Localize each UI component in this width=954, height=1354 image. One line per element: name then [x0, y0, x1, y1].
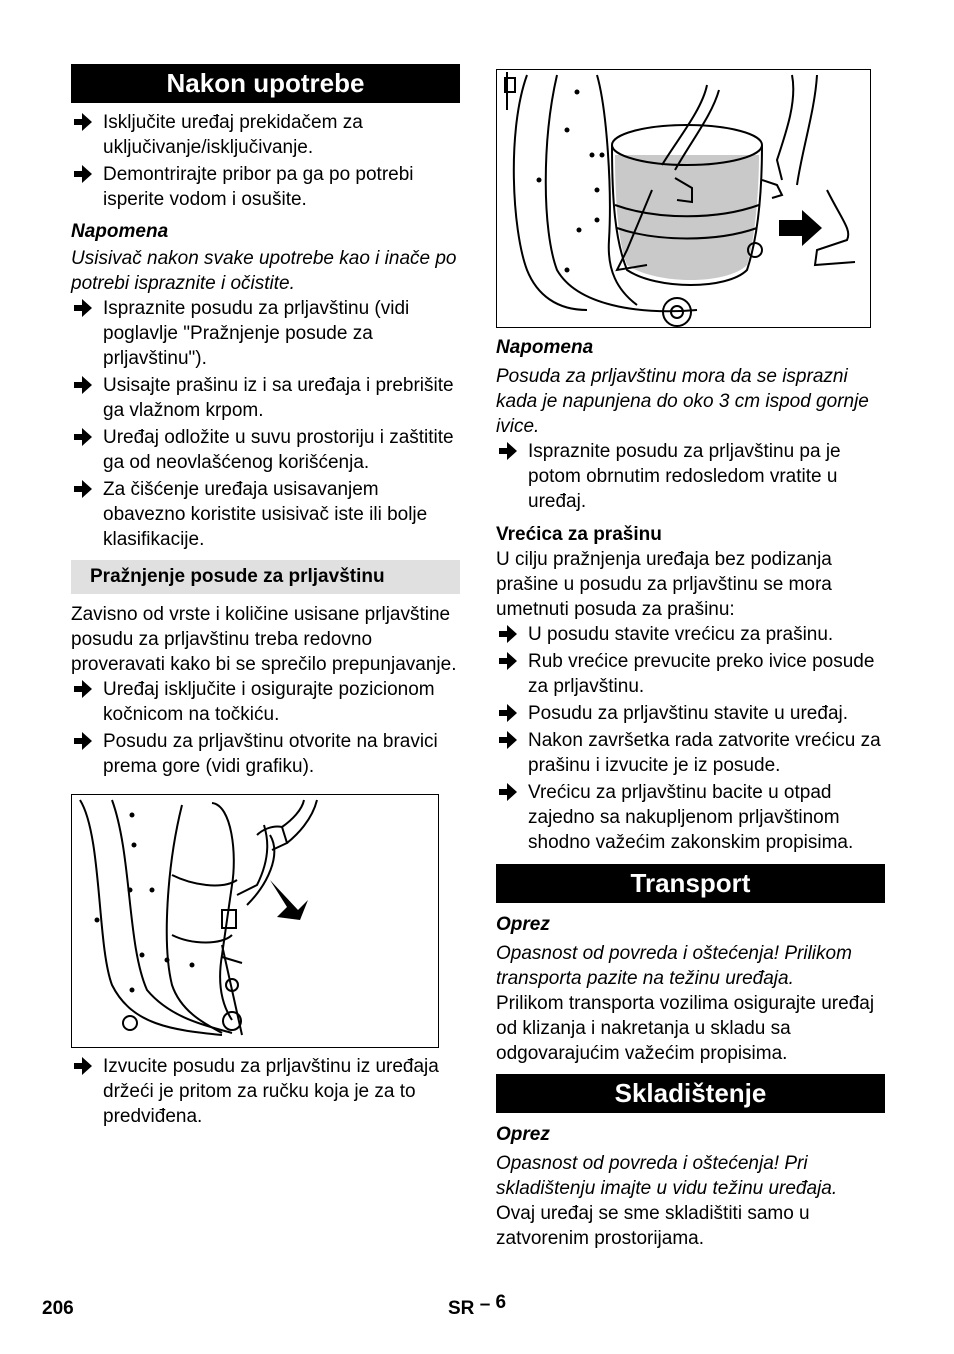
- note-text: Posuda za prljavštinu mora da se isprazni kada je napunjena do oko 3 cm ispod gornje ivice.: [496, 366, 869, 437]
- arrow-right-icon: [73, 111, 93, 133]
- caution-text: Opasnost od povreda i oštećenja! Prilikom transporta pazite na težinu uređaja.: [496, 943, 852, 989]
- arrow-right-icon: [73, 163, 93, 185]
- arrow-right-icon: [73, 678, 93, 700]
- arrow-right-icon: [73, 730, 93, 752]
- footer-dash: –: [479, 1294, 491, 1315]
- subsection-heading-emptying: Pražnjenje posude za prljavštinu: [71, 560, 460, 594]
- illustration-vacuum-latch: [72, 795, 438, 1047]
- language-code: SR: [448, 1298, 475, 1319]
- right-column: [496, 69, 885, 1251]
- arrow-right-icon: [73, 426, 93, 448]
- step-item: Posudu za prljavštinu otvorite na bravici prema gore (vidi grafiku).: [71, 729, 460, 779]
- note-label: Napomena: [496, 337, 594, 358]
- illustration-container-removal: [497, 70, 870, 327]
- paragraph: U cilju pražnjenja uređaja bez podizanja prašine u posudu za prljavštinu se mora umetnuti posuda za prašinu:: [496, 549, 832, 620]
- caution-label: Oprez: [496, 914, 550, 935]
- arrow-right-icon: [498, 623, 518, 645]
- figure-open-container: [71, 794, 439, 1048]
- step-item: Uređaj isključite i osigurajte pozicionom kočnicom na točkiću.: [71, 677, 460, 727]
- step-item: Ispraznite posudu za prljavštinu pa je potom obrnutim redosledom vratite u uređaj.: [496, 439, 885, 514]
- step-item: Usisajte prašinu iz i sa uređaja i prebrišite ga vlažnom krpom.: [71, 373, 460, 423]
- sub-page-number: 6: [495, 1292, 507, 1313]
- step-item: U posudu stavite vrećicu za prašinu.: [496, 622, 885, 647]
- note-label: Napomena: [71, 221, 169, 242]
- page-number: 206: [42, 1298, 74, 1319]
- footer-language: [448, 1292, 507, 1320]
- step-item: Rub vrećice prevucite preko ivice posude za prljavštinu.: [496, 649, 885, 699]
- arrow-right-icon: [498, 702, 518, 724]
- arrow-right-icon: [73, 1055, 93, 1077]
- note-text: Usisivač nakon svake upotrebe kao i inače po potrebi ispraznite i očistite.: [71, 248, 457, 294]
- arrow-right-icon: [498, 650, 518, 672]
- section-heading-after-use: Nakon upotrebe: [71, 64, 460, 103]
- step-item: Vrećicu za prljavštinu bacite u otpad zajedno sa nakupljenom prljavštinom shodno važećim zakonskim propisima.: [496, 780, 885, 855]
- paragraph: Ovaj uređaj se sme skladištiti samo u zatvorenim prostorijama.: [496, 1203, 810, 1249]
- figure-remove-container: [496, 69, 871, 328]
- arrow-right-icon: [73, 374, 93, 396]
- subheading-dust-bag: Vrećica za prašinu: [496, 524, 662, 545]
- arrow-right-icon: [73, 478, 93, 500]
- step-item: Za čišćenje uređaja usisavanjem obavezno koristite usisivač iste ili bolje klasifikacije.: [71, 477, 460, 552]
- left-column: [71, 64, 460, 1131]
- arrow-right-icon: [498, 781, 518, 803]
- step-item: Ispraznite posudu za prljavštinu (vidi poglavlje "Pražnjenje posude za prljavštinu").: [71, 296, 460, 371]
- arrow-right-icon: [73, 297, 93, 319]
- step-item: Uređaj odložite u suvu prostoriju i zaštitite ga od neovlašćenog korišćenja.: [71, 425, 460, 475]
- section-heading-storage: Skladištenje: [496, 1074, 885, 1113]
- caution-label: Oprez: [496, 1124, 550, 1145]
- step-item: Posudu za prljavštinu stavite u uređaj.: [496, 701, 885, 726]
- step-item: Isključite uređaj prekidačem za uključivanje/isključivanje.: [71, 110, 460, 160]
- step-item: Nakon završetka rada zatvorite vrećicu za prašinu i izvucite je iz posude.: [496, 728, 885, 778]
- step-item: Izvucite posudu za prljavštinu iz uređaja držeći je pritom za ručku koja je za to predviđena.: [71, 1054, 460, 1129]
- caution-text: Opasnost od povreda i oštećenja! Pri skladištenju imajte u vidu težinu uređaja.: [496, 1153, 838, 1199]
- paragraph: Zavisno od vrste i količine usisane prljavštine posudu za prljavštinu treba redovno proveravati kako bi se sprečilo prepunjavanje.: [71, 604, 457, 675]
- arrow-right-icon: [498, 729, 518, 751]
- arrow-right-icon: [498, 440, 518, 462]
- paragraph: Prilikom transporta vozilima osigurajte uređaj od klizanja i nakretanja u skladu sa odgovarajućim važećim propisima.: [496, 993, 875, 1064]
- step-item: Demontrirajte pribor pa ga po potrebi isperite vodom i osušite.: [71, 162, 460, 212]
- section-heading-transport: Transport: [496, 864, 885, 903]
